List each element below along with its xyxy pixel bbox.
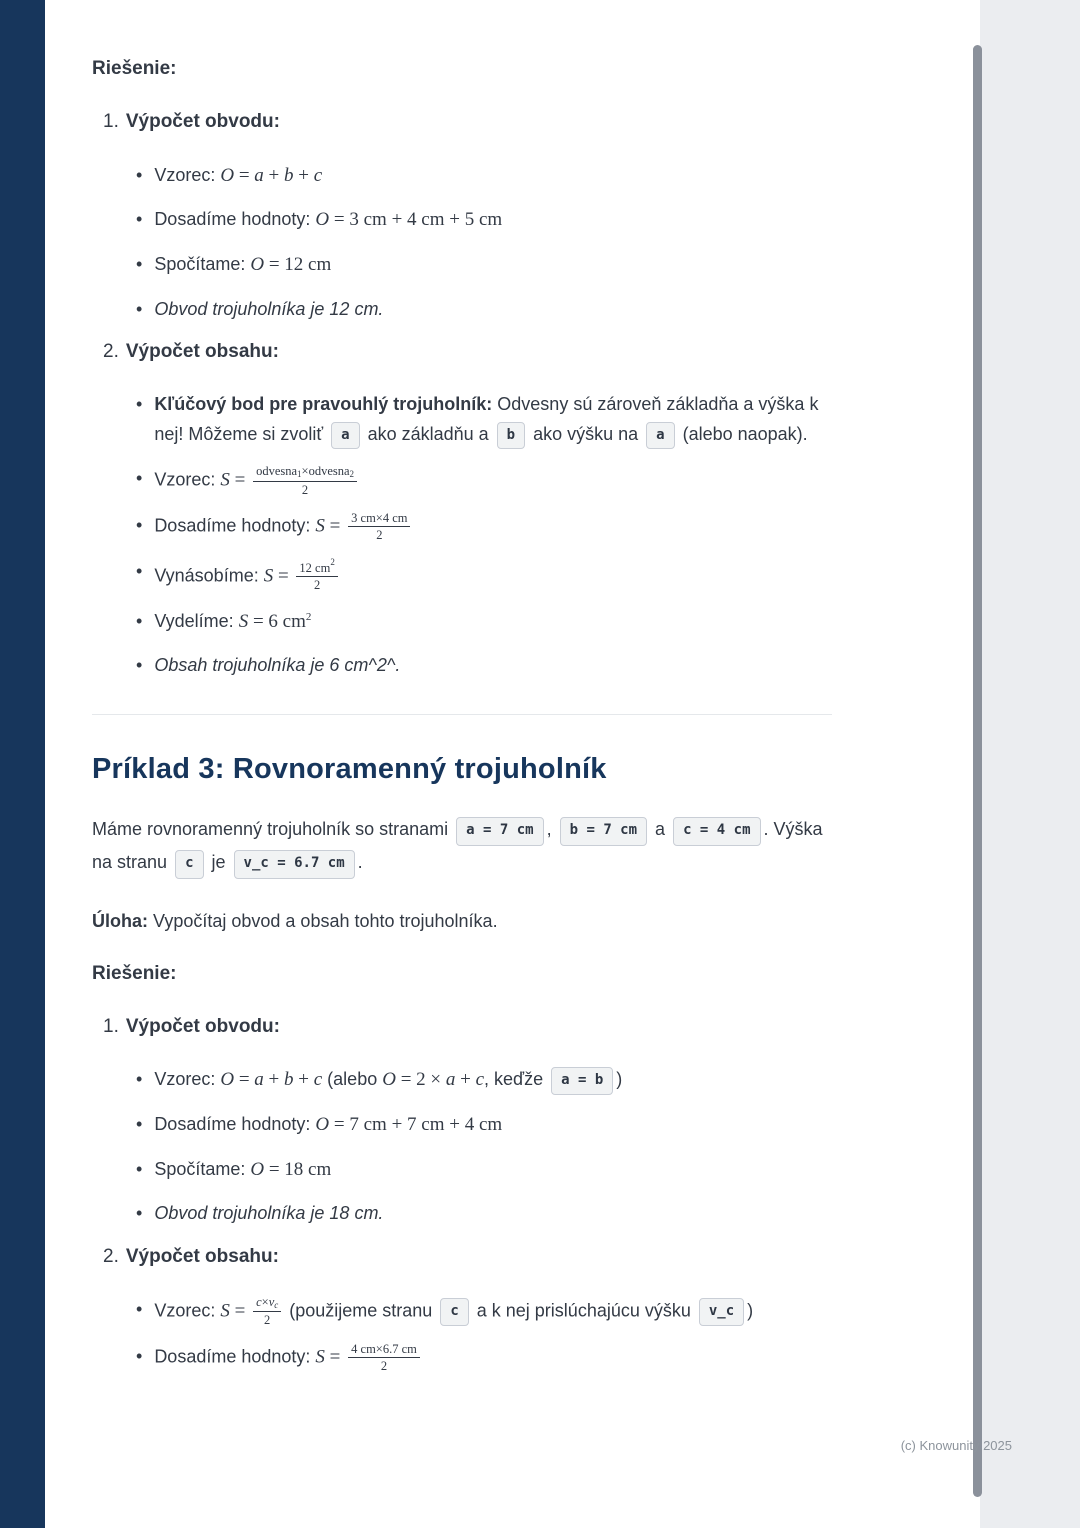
bullet-text: [154, 1342, 832, 1374]
bullet-item: [136, 250, 832, 281]
bullet-item: [136, 205, 832, 236]
bullet-item: [136, 607, 832, 638]
bullet-list: [136, 161, 832, 324]
text: Vynásobíme:: [154, 565, 264, 586]
fraction-numerator: [348, 511, 410, 527]
bullet-item: [136, 464, 832, 497]
bullet-marker: •: [136, 1069, 143, 1090]
text: Vzorec:: [154, 1300, 221, 1321]
math-variable: a: [254, 164, 264, 186]
bullet-text: [154, 250, 832, 281]
bullet-text: [154, 511, 832, 543]
text: Dosadíme hodnoty:: [154, 209, 316, 230]
bullet-item: [136, 161, 832, 192]
math-variable: c: [256, 1295, 262, 1310]
text: Vydelíme:: [154, 610, 239, 631]
math-variable: v: [268, 1295, 275, 1310]
bullet-text: [154, 1065, 832, 1096]
inline-code-chip: a = 7 cm: [456, 817, 543, 846]
horizontal-divider: [92, 714, 832, 715]
list-number: 1.: [103, 111, 119, 132]
math-text: = 12 cm: [264, 254, 332, 276]
bullet-item: [136, 295, 832, 324]
math-variable: a: [254, 1069, 264, 1091]
text: Máme rovnoramenný trojuholník so stranami: [92, 819, 454, 840]
text: .: [357, 852, 363, 873]
bullet-marker: •: [136, 468, 143, 489]
fraction-denominator: [253, 482, 357, 497]
math-fraction: [348, 511, 410, 543]
math-variable: b: [284, 164, 294, 186]
scrollbar-track[interactable]: [980, 0, 1080, 1528]
text: ): [616, 1069, 623, 1090]
text: Vypočítaj obvod a obsah tohto trojuholníka.: [148, 911, 498, 932]
list-item-heading: [92, 108, 832, 137]
math-text: = 7 cm + 7 cm + 4 cm: [329, 1113, 503, 1135]
fraction-numerator: [348, 1342, 420, 1358]
list-item-title: Výpočet obsahu:: [125, 1245, 279, 1267]
solution-label: Riešenie:: [92, 962, 177, 984]
numbered-list-item: [92, 338, 832, 680]
math-superscript: 2: [330, 556, 335, 567]
math-variable: O: [315, 209, 330, 231]
math-variable: a: [445, 1069, 456, 1091]
list-item-title: Výpočet obvodu:: [125, 1015, 280, 1037]
scrollbar-thumb[interactable]: [973, 45, 982, 1497]
math-text: ×: [261, 1295, 269, 1310]
text: Odvesny sú zároveň základňa a výška k nej! Môžeme si zvoliť: [154, 394, 819, 444]
numbered-list-item: [92, 108, 832, 324]
math-variable: S: [220, 469, 230, 491]
math-variable: S: [263, 565, 274, 587]
math-variable: S: [220, 1300, 230, 1322]
inline-code-chip: a: [331, 422, 359, 450]
bullet-marker: •: [136, 1203, 143, 1224]
math-text: 3 cm×4 cm: [351, 511, 408, 525]
math-subscript: c: [274, 1300, 279, 1311]
bullet-item: [136, 651, 832, 680]
italic-text: Obvod trojuholníka je 18 cm.: [154, 1203, 384, 1224]
bold-text: Úloha:: [92, 911, 148, 932]
fraction-numerator: [253, 464, 357, 481]
math-text: 12 cm: [299, 560, 331, 575]
text: Vzorec:: [154, 1069, 221, 1090]
bullet-marker: •: [136, 394, 143, 415]
bullet-item: [136, 1110, 832, 1141]
text: a k nej prislúchajúcu výšku: [471, 1300, 696, 1321]
math-variable: S: [315, 1346, 325, 1368]
text: . Výška na stranu: [92, 819, 823, 873]
bullet-text: [154, 557, 832, 593]
bullet-marker: •: [136, 1345, 143, 1366]
bullet-marker: •: [136, 254, 143, 275]
bullet-text: [154, 1155, 832, 1186]
bullet-item: [136, 1065, 832, 1096]
math-text: 2: [380, 1359, 388, 1374]
bullet-item: [136, 1342, 832, 1374]
math-text: 4 cm×6.7 cm: [351, 1341, 417, 1356]
text: je: [206, 852, 231, 873]
math-text: 2: [376, 528, 383, 543]
inline-code-chip: c = 4 cm: [673, 817, 760, 846]
inline-code-chip: v_c = 6.7 cm: [234, 850, 355, 879]
paragraph: [92, 906, 832, 937]
math-text: odvesna: [256, 464, 298, 479]
math-text: =: [229, 469, 251, 491]
math-variable: c: [313, 1069, 323, 1091]
paragraph: [92, 814, 832, 880]
fraction-numerator: [253, 1295, 281, 1312]
bullet-item: [136, 557, 832, 593]
inline-code-chip: c: [440, 1298, 468, 1326]
bullet-item: [136, 390, 832, 450]
bullet-list: [136, 1065, 832, 1228]
bullet-marker: •: [136, 209, 143, 230]
bullet-text: [154, 651, 832, 680]
list-item-heading: [92, 1013, 832, 1042]
text: ako základňu a: [362, 423, 494, 444]
bullet-marker: •: [136, 610, 143, 631]
bullet-marker: •: [136, 1113, 143, 1134]
list-number: 2.: [103, 1245, 119, 1267]
text: a: [650, 819, 671, 840]
math-text: 2: [301, 482, 309, 497]
math-variable: c: [475, 1069, 485, 1091]
list-item-heading: [92, 1243, 832, 1272]
math-text: = 18 cm: [264, 1158, 332, 1180]
bullet-text: [154, 607, 832, 638]
bullet-list: [136, 1295, 832, 1373]
math-variable: b: [284, 1069, 294, 1091]
text: ,: [546, 819, 557, 840]
numbered-list-item: [92, 1013, 832, 1229]
text: Dosadíme hodnoty:: [154, 515, 316, 536]
bullet-text: [154, 390, 832, 450]
math-fraction: [253, 1295, 281, 1328]
math-variable: O: [250, 254, 265, 276]
list-item-title: Výpočet obvodu:: [125, 111, 280, 132]
bullet-item: [136, 1199, 832, 1228]
math-variable: O: [382, 1069, 396, 1091]
math-text: +: [293, 1069, 314, 1091]
math-text: 2: [314, 578, 321, 593]
bullet-text: [154, 295, 832, 324]
math-text: =: [229, 1300, 251, 1322]
list-number: 1.: [103, 1015, 119, 1037]
fraction-denominator: [296, 577, 337, 592]
math-text: +: [263, 164, 285, 186]
math-text: ×odvesna: [301, 464, 350, 479]
math-text: = 3 cm + 4 cm + 5 cm: [329, 209, 503, 231]
text: Vzorec:: [154, 164, 221, 185]
bullet-marker: •: [136, 1158, 143, 1179]
fraction-denominator: [348, 1358, 420, 1373]
text: Dosadíme hodnoty:: [154, 1113, 316, 1134]
bold-text: Kľúčový bod pre pravouhlý trojuholník:: [154, 394, 493, 415]
math-fraction: [296, 557, 337, 593]
bullet-marker: •: [136, 515, 143, 535]
solution-label: Riešenie:: [92, 58, 177, 79]
fraction-numerator: [296, 557, 337, 577]
list-item-title: Výpočet obsahu:: [125, 340, 279, 362]
bullet-item: [136, 1295, 832, 1328]
math-text: =: [234, 1069, 255, 1091]
text: Vzorec:: [154, 469, 221, 490]
bullet-text: [154, 1295, 832, 1328]
math-text: =: [324, 515, 346, 537]
bullet-list: [136, 390, 832, 680]
math-fraction: [348, 1342, 420, 1374]
numbered-list: [92, 108, 832, 680]
math-text: = 6 cm: [248, 610, 306, 632]
bullet-marker: •: [136, 560, 143, 581]
text: (alebo: [322, 1069, 383, 1090]
copyright-watermark: (c) Knowunity 2025: [900, 1438, 1012, 1453]
bullet-marker: •: [136, 1299, 143, 1320]
math-text: +: [293, 164, 314, 186]
text: (použijeme stranu: [284, 1300, 438, 1321]
bullet-marker: •: [136, 164, 143, 185]
math-variable: S: [238, 610, 249, 632]
bullet-item: [136, 511, 832, 543]
math-text: 2: [264, 1313, 271, 1328]
text: Spočítame:: [154, 254, 251, 275]
fraction-denominator: [348, 527, 410, 542]
math-subscript: 1: [297, 469, 302, 480]
math-text: =: [234, 164, 255, 186]
math-text: +: [263, 1069, 285, 1091]
math-variable: c: [313, 164, 323, 186]
italic-text: Obvod trojuholníka je 12 cm.: [154, 298, 384, 319]
bullet-text: [154, 205, 832, 236]
text: Dosadíme hodnoty:: [154, 1346, 316, 1367]
inline-code-chip: b: [497, 422, 525, 450]
bullet-text: [154, 464, 832, 497]
inline-code-chip: b = 7 cm: [560, 817, 647, 846]
numbered-list: [92, 1013, 832, 1374]
list-item-heading: [92, 338, 832, 367]
numbered-list-item: [92, 1243, 832, 1374]
bullet-text: [154, 1199, 832, 1228]
text: Spočítame:: [154, 1158, 251, 1179]
text: (alebo naopak).: [677, 423, 808, 444]
math-text: = 2 ×: [395, 1069, 446, 1091]
bullet-marker: •: [136, 655, 143, 676]
list-number: 2.: [103, 340, 119, 362]
bullet-item: [136, 1155, 832, 1186]
bullet-text: [154, 1110, 832, 1141]
math-subscript: 2: [349, 469, 355, 480]
math-text: +: [455, 1069, 476, 1091]
math-variable: O: [220, 1069, 235, 1091]
italic-text: Obsah trojuholníka je 6 cm^2^.: [154, 655, 401, 676]
inline-code-chip: a = b: [551, 1067, 613, 1095]
bullet-marker: •: [136, 298, 143, 319]
document-content: [92, 58, 832, 1388]
math-variable: O: [315, 1113, 330, 1135]
text: , keďže: [484, 1069, 549, 1090]
text: ako výšku na: [528, 423, 644, 444]
bullet-text: [154, 161, 832, 192]
math-text: =: [324, 1346, 346, 1368]
math-variable: O: [220, 164, 235, 186]
inline-code-chip: c: [175, 850, 203, 879]
text: ): [747, 1300, 754, 1321]
math-variable: S: [315, 515, 325, 537]
math-superscript: 2: [305, 610, 312, 623]
left-accent-bar: [0, 0, 45, 1528]
math-text: =: [273, 565, 294, 587]
inline-code-chip: v_c: [699, 1298, 744, 1326]
math-fraction: [253, 464, 357, 497]
math-variable: O: [250, 1158, 265, 1180]
inline-code-chip: a: [646, 422, 674, 450]
section-heading: Príklad 3: Rovnoramenný trojuholník: [92, 753, 607, 786]
fraction-denominator: [253, 1312, 281, 1327]
